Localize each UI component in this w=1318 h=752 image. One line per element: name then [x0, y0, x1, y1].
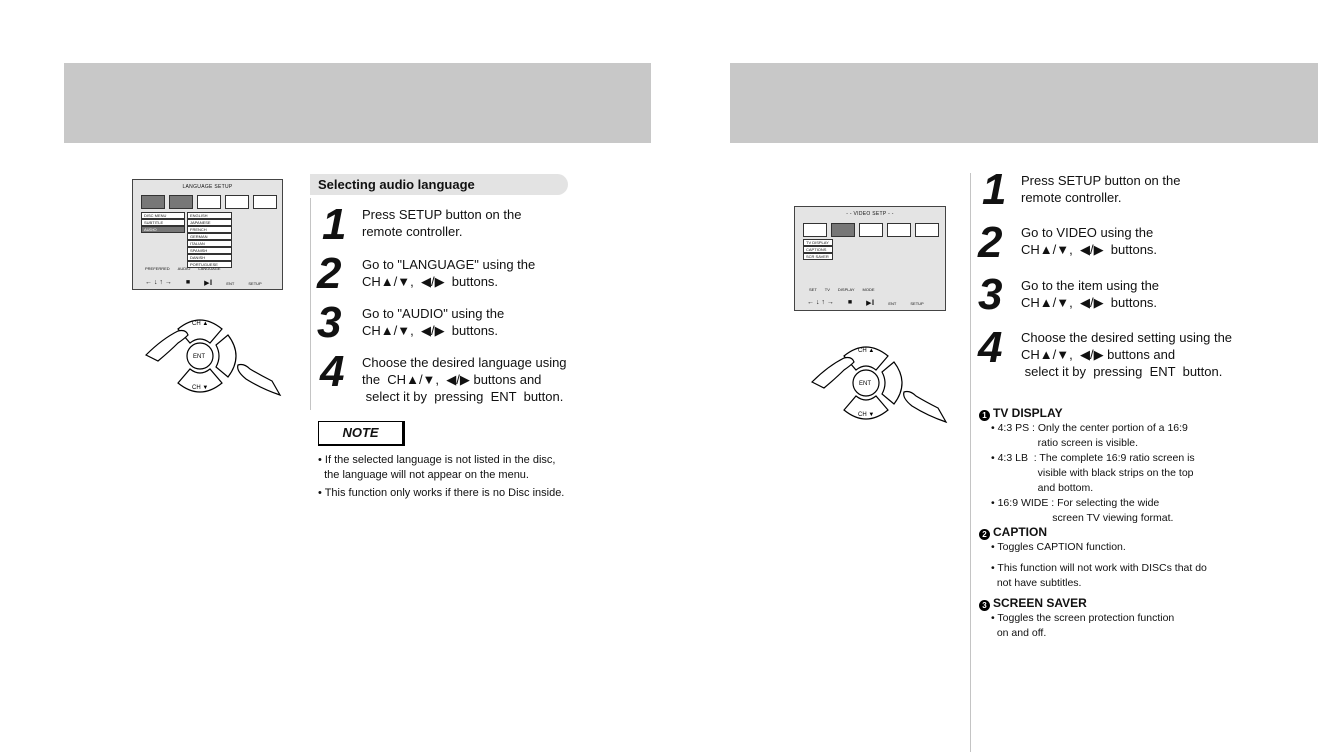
- step-text: Press SETUP button on the remote controller.: [1021, 173, 1181, 205]
- menu-item: CAPTIONS: [803, 246, 833, 253]
- step-number: 4: [978, 323, 1001, 372]
- setup-label: SETUP: [910, 301, 924, 306]
- play-pause-icon: ▶‖: [866, 300, 875, 307]
- menu-item: SUBTITLE: [141, 219, 185, 226]
- arrows-icon: ← ↓ ↑ →: [145, 279, 172, 286]
- option-item: SPANISH: [187, 247, 232, 254]
- option-item: ENGLISH: [187, 212, 232, 219]
- footer-label: TV: [824, 287, 830, 292]
- ch-down-label: CH ▼: [858, 412, 875, 418]
- note-text: • If the selected language is not listed in the disc, the language will not appear on the menu.: [318, 454, 556, 481]
- video-setup-screen: [794, 206, 946, 311]
- section-heading: [979, 406, 1063, 421]
- step-number: 2: [317, 249, 340, 298]
- screen-title: - - VIDEO SETP - -: [846, 211, 894, 217]
- tab-language: [141, 195, 165, 209]
- footer-label: DISPLAY: [837, 287, 855, 292]
- play-pause-icon: ▶‖: [204, 280, 213, 287]
- footer-label: AUDIO: [177, 266, 191, 271]
- option-item: JAPANESE: [187, 219, 232, 226]
- tab-misc: [915, 223, 939, 237]
- footer-label: MODE: [862, 287, 875, 292]
- remote-dpad-illustration: [144, 309, 284, 404]
- left-divider: [310, 198, 311, 410]
- option-item: GERMAN: [187, 233, 232, 240]
- tab-parental: [887, 223, 911, 237]
- step-number: 1: [982, 165, 1005, 214]
- step-text: Choose the desired setting using the CH▲/▼, ◀/▶ buttons and select it by pressing ENT button.: [1021, 330, 1233, 379]
- screen-options: [187, 212, 232, 268]
- number-marker-icon: 3: [979, 600, 990, 611]
- screen-footer-controls: [807, 299, 924, 307]
- section-heading-text: CAPTION: [993, 525, 1047, 539]
- screen-footer-labels: [145, 266, 221, 271]
- step-text: Go to "LANGUAGE" using the CH▲/▼, ◀/▶ buttons.: [362, 257, 536, 289]
- menu-item: DISC MENU: [141, 212, 185, 219]
- ent-button-label: ENT: [859, 381, 871, 387]
- menu-item: TV DISPLAY: [803, 239, 833, 246]
- ent-button-label: ENT: [193, 354, 205, 360]
- tab-language: [803, 223, 827, 237]
- ent-label: ENT: [888, 301, 897, 306]
- option-item: PORTUGUESE: [187, 261, 232, 268]
- left-header-band: [64, 63, 651, 143]
- screen-tabs: [803, 223, 939, 237]
- stop-icon: ■: [185, 279, 191, 286]
- section-heading: [979, 596, 1087, 611]
- ch-down-label: CH ▼: [192, 385, 209, 391]
- step-number: 2: [978, 218, 1001, 267]
- step-text: Go to the item using the CH▲/▼, ◀/▶ buttons.: [1021, 278, 1160, 310]
- step-text: Choose the desired language using the CH▲/▼, ◀/▶ buttons and select it by pressing ENT button.: [362, 355, 567, 404]
- footer-label: PREFERRED: [145, 266, 170, 271]
- tab-parental: [225, 195, 249, 209]
- tab-audio: [859, 223, 883, 237]
- tab-misc: [253, 195, 277, 209]
- step-number: 1: [322, 200, 345, 249]
- setup-label: SETUP: [248, 281, 262, 286]
- number-marker-icon: 1: [979, 410, 990, 421]
- menu-item: AUDIO: [141, 226, 185, 233]
- section-text: • 4:3 PS : Only the center portion of a 16:9 ratio screen is visible. • 4:3 LB : The complete 16:9 ratio screen is visible with black strips on the top and bottom. • 16:9 WIDE : For selecting the wide screen TV viewing format.: [991, 422, 1195, 524]
- right-divider: [970, 173, 971, 752]
- note-text: • This function only works if there is no Disc inside.: [318, 487, 565, 499]
- footer-label: LANGUAGE: [198, 266, 221, 271]
- screen-menu: [803, 239, 833, 260]
- step-number: 3: [978, 270, 1001, 319]
- option-item: FRENCH: [187, 226, 232, 233]
- section-heading-text: SCREEN SAVER: [993, 596, 1087, 610]
- ch-up-label: CH ▲: [192, 321, 209, 327]
- footer-label: SET: [809, 287, 817, 292]
- step-text: Press SETUP button on the remote controller.: [362, 207, 522, 239]
- step-number: 4: [320, 347, 343, 396]
- stop-icon: ■: [847, 299, 853, 306]
- ch-up-label: CH ▲: [858, 348, 875, 354]
- screen-footer-labels: [809, 287, 875, 292]
- tab-video: [169, 195, 193, 209]
- right-header-band: [730, 63, 1318, 143]
- remote-dpad-illustration: [810, 336, 950, 431]
- section-title-pill: Selecting audio language: [310, 174, 568, 195]
- screen-footer-controls: [145, 279, 262, 287]
- section-heading: [979, 525, 1047, 540]
- step-text: Go to VIDEO using the CH▲/▼, ◀/▶ buttons.: [1021, 225, 1158, 257]
- option-item: ITALIAN: [187, 240, 232, 247]
- number-marker-icon: 2: [979, 529, 990, 540]
- tab-video: [831, 223, 855, 237]
- option-item: DANISH: [187, 254, 232, 261]
- note-label: NOTE: [318, 421, 405, 446]
- arrows-icon: ← ↓ ↑ →: [807, 299, 834, 306]
- section-text: • This function will not work with DISCs that do not have subtitles.: [991, 562, 1207, 589]
- step-number: 3: [317, 298, 340, 347]
- step-text: Go to "AUDIO" using the CH▲/▼, ◀/▶ buttons.: [362, 306, 505, 338]
- section-heading-text: TV DISPLAY: [993, 406, 1063, 420]
- screen-menu: [141, 212, 185, 233]
- tab-audio: [197, 195, 221, 209]
- section-text: • Toggles the screen protection function on and off.: [991, 612, 1175, 639]
- ent-label: ENT: [226, 281, 235, 286]
- section-text: • Toggles CAPTION function.: [991, 541, 1126, 553]
- screen-title: LANGUAGE SETUP: [182, 184, 233, 190]
- menu-item: SCR SAVER: [803, 253, 833, 260]
- language-setup-screen: [132, 179, 283, 290]
- screen-tabs: [141, 195, 277, 209]
